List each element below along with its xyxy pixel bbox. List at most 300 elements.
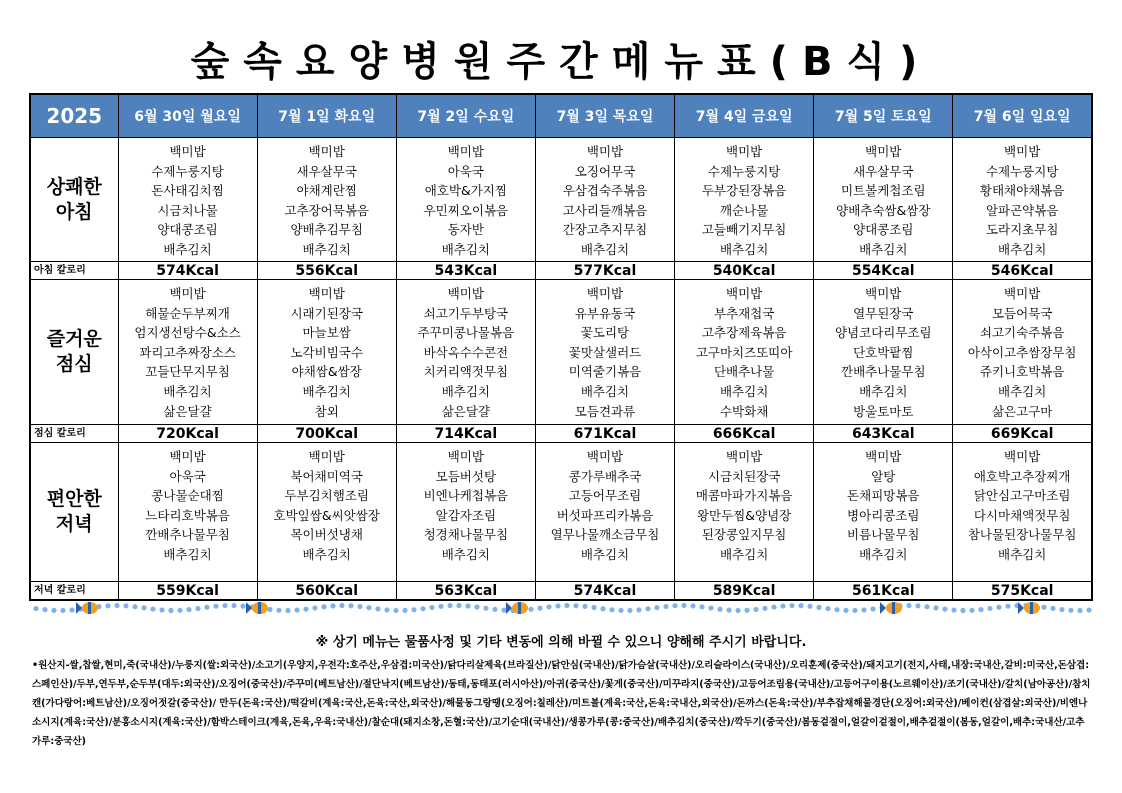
menu-cell	[257, 280, 396, 425]
bubble-dot	[717, 607, 722, 612]
bubble-dot	[771, 604, 776, 609]
menu-item: 모듬어묵국	[991, 305, 1053, 321]
menu-item: 참나물된장나물무침	[967, 527, 1077, 543]
fish-icon	[506, 602, 528, 614]
menu-item: 고등어무조림	[568, 488, 642, 504]
bubble-dot	[618, 608, 623, 613]
kcal-value: 574Kcal	[118, 262, 257, 280]
bubble-dot	[501, 608, 506, 613]
menu-item: 버섯파프리카볶음	[556, 507, 654, 523]
menu-item: 엄지생선탕수&소스	[134, 325, 241, 341]
menu-item: 백미밥	[726, 144, 763, 159]
menu-item: 배추김치	[580, 546, 630, 562]
bubble-dot	[240, 604, 245, 609]
menu-item: 오징어무국	[574, 163, 636, 179]
bubble-dot	[114, 603, 119, 608]
notice-text: ※ 상기 메뉴는 물품사정 및 기타 변동에 의해 바뀔 수 있으니 양해해 주시기 바랍니다.	[315, 635, 807, 650]
bubble-dot	[726, 608, 731, 613]
menu-item: 단호박팥찜	[853, 344, 914, 360]
menu-item: 배추김치	[859, 383, 908, 399]
menu-item: 아삭이고추쌈장무침	[967, 344, 1077, 360]
menu-item: 미트볼케첩조림	[841, 183, 926, 199]
menu-item: 배추김치	[580, 241, 630, 257]
kcal-value: 669Kcal	[953, 425, 1092, 443]
bubble-dot	[276, 608, 281, 613]
menu-cell	[675, 443, 814, 582]
bubble-dot	[1041, 605, 1046, 610]
bubble-dot	[222, 603, 227, 608]
menu-item: 쥬키니호박볶음	[979, 364, 1065, 380]
decorative-dots-border	[32, 598, 1092, 618]
menu-item: 수제누룽지탕	[151, 163, 224, 179]
menu-item: 꼬들단무지무침	[145, 364, 230, 380]
menu-item: 해물순두부찌개	[145, 305, 230, 321]
bubble-dot	[987, 606, 992, 611]
lunch-kcal-row	[30, 425, 1092, 443]
bubble-dot	[141, 605, 146, 610]
menu-item: 배추김치	[163, 383, 212, 399]
day-header: 7월 6일 일요일	[953, 94, 1092, 138]
bubble-dot	[456, 603, 461, 608]
menu-item: 시래기된장국	[290, 305, 363, 321]
menu-item: 백미밥	[1004, 286, 1041, 301]
menu-item: 우삼겹숙주볶음	[562, 183, 648, 199]
kcal-value: 559Kcal	[118, 582, 257, 601]
bubble-dot	[528, 607, 533, 612]
bubble-dot	[906, 603, 911, 608]
menu-item: 돈사태김치찜	[151, 183, 224, 199]
day-header: 7월 4일 금요일	[675, 94, 814, 138]
menu-cell	[118, 138, 257, 262]
menu-item: 삶은달걀	[441, 403, 490, 419]
bubble-dot	[213, 604, 218, 609]
menu-item: 백미밥	[1004, 449, 1041, 464]
menu-item: 방울토마토	[853, 403, 914, 419]
meal-label: 편안한 저녁	[30, 443, 118, 582]
menu-item: 닭안심고구마조림	[973, 488, 1071, 504]
menu-item: 배추김치	[998, 383, 1047, 399]
bubble-dot	[609, 607, 614, 612]
bubble-dot	[951, 607, 956, 612]
bubble-dot	[564, 603, 569, 608]
menu-item: 도라지초무침	[985, 222, 1059, 238]
menu-item: 배추김치	[163, 546, 212, 562]
bubble-dot	[699, 604, 704, 609]
bubble-dot	[996, 605, 1001, 610]
menu-cell	[257, 138, 396, 262]
bubble-dot	[438, 604, 443, 609]
menu-item: 백미밥	[726, 286, 763, 301]
kcal-label: 아침 칼로리	[30, 262, 118, 280]
day-header: 6월 30일 월요일	[118, 94, 257, 138]
menu-item: 양배추김무침	[290, 222, 363, 238]
bubble-dot	[807, 604, 812, 609]
bubble-dot	[1068, 608, 1073, 613]
day-header: 7월 3일 목요일	[535, 94, 674, 138]
bubble-dot	[816, 605, 821, 610]
bubble-dot	[735, 608, 740, 613]
bubble-dot	[339, 603, 344, 608]
menu-item: 알감자조림	[435, 507, 497, 523]
bubble-dot	[303, 607, 308, 612]
bubble-dot	[555, 603, 560, 608]
bubble-dot	[1005, 604, 1010, 609]
menu-cell	[814, 280, 953, 425]
menu-item: 우민찌오이볶음	[423, 202, 509, 218]
bubble-dot	[654, 605, 659, 610]
kcal-value: 563Kcal	[396, 582, 535, 601]
menu-cell	[953, 280, 1092, 425]
bubble-dot	[357, 604, 362, 609]
menu-item: 고구마치즈또띠아	[695, 344, 793, 360]
menu-item: 목이버섯냉채	[290, 527, 363, 543]
menu-item: 고들빼기지무침	[701, 222, 787, 238]
bubble-dot	[933, 605, 938, 610]
bubble-dot	[825, 606, 830, 611]
kcal-value: 589Kcal	[675, 582, 814, 601]
dinner-row	[30, 443, 1092, 582]
menu-item: 열무나물깨소금무침	[550, 527, 660, 543]
bubble-dot	[420, 606, 425, 611]
menu-item: 애호박고추장찌개	[973, 468, 1071, 484]
menu-item: 배추김치	[859, 241, 908, 257]
kcal-value: 560Kcal	[257, 582, 396, 601]
bubble-dot	[375, 606, 380, 611]
bubble-dot	[708, 605, 713, 610]
bubble-dot	[627, 608, 632, 613]
menu-cell	[257, 443, 396, 582]
bubble-dot	[960, 608, 965, 613]
menu-cell	[396, 280, 535, 425]
menu-item: 다시마채액젓무침	[973, 507, 1071, 523]
menu-item: 배추김치	[441, 546, 490, 562]
bubble-dot	[762, 606, 767, 611]
kcal-label: 저녁 칼로리	[30, 582, 118, 601]
bubble-dot	[672, 603, 677, 608]
menu-item: 배추김치	[302, 383, 351, 399]
bubble-dot	[645, 606, 650, 611]
menu-item: 왕만두찜&양념장	[696, 507, 792, 523]
menu-item: 야채쌈&쌈장	[291, 364, 362, 380]
menu-item: 배추김치	[719, 546, 769, 562]
bubble-dot	[267, 607, 272, 612]
menu-item: 미역줄기볶음	[568, 364, 642, 380]
bubble-dot	[393, 608, 398, 613]
day-header: 7월 2일 수요일	[396, 94, 535, 138]
menu-cell	[396, 138, 535, 262]
meal-label: 상쾌한 아침	[30, 138, 118, 262]
menu-cell	[535, 280, 674, 425]
menu-item: 배추김치	[719, 241, 769, 257]
bubble-dot	[159, 607, 164, 612]
menu-item: 삶은고구마	[991, 403, 1053, 419]
bubble-dot	[312, 605, 317, 610]
bubble-dot	[429, 605, 434, 610]
bubble-dot	[852, 608, 857, 613]
bubble-dot	[789, 603, 794, 608]
menu-item: 매콤마파가지볶음	[695, 488, 793, 504]
fish-icon	[76, 602, 98, 614]
menu-cell	[396, 443, 535, 582]
menu-item: 수제누룽지탕	[985, 163, 1059, 179]
page-title: 숲속요양병원주간메뉴표(B식)	[190, 39, 932, 85]
menu-item: 유부유동국	[574, 305, 636, 321]
kcal-label: 점심 칼로리	[30, 425, 118, 443]
bubble-dot	[150, 606, 155, 611]
menu-item: 백미밥	[308, 449, 345, 464]
bubble-dot	[204, 605, 209, 610]
bubble-dot	[591, 605, 596, 610]
bubble-dot	[168, 608, 173, 613]
bubble-dot	[51, 608, 56, 613]
menu-item: 알파곤약볶음	[985, 202, 1059, 218]
menu-item: 애호박&가지찜	[424, 183, 507, 199]
menu-item: 백미밥	[447, 286, 484, 301]
kcal-value: 543Kcal	[396, 262, 535, 280]
menu-item: 백미밥	[586, 286, 624, 301]
bubble-dot	[42, 607, 47, 612]
kcal-value: 666Kcal	[675, 425, 814, 443]
bubble-dot	[843, 608, 848, 613]
kcal-value: 643Kcal	[814, 425, 953, 443]
bubble-dot	[474, 604, 479, 609]
menu-item: 동자반	[447, 222, 484, 238]
bubble-dot	[60, 608, 65, 613]
kcal-value: 540Kcal	[675, 262, 814, 280]
menu-item: 배추김치	[441, 241, 490, 257]
bubble-dot	[294, 607, 299, 612]
menu-item: 비엔나케첩볶음	[423, 488, 509, 504]
kcal-value: 546Kcal	[953, 262, 1092, 280]
menu-item: 비름나물무침	[847, 527, 920, 543]
bubble-dot	[744, 608, 749, 613]
menu-item: 백미밥	[169, 286, 206, 301]
menu-item: 고사리들깨볶음	[562, 202, 648, 218]
bubble-dot	[537, 606, 542, 611]
bubble-dot	[285, 608, 290, 613]
menu-item: 백미밥	[169, 144, 206, 159]
menu-item: 모듬버섯탕	[435, 468, 497, 484]
menu-item: 두부김치햄조림	[284, 488, 369, 504]
menu-item: 돈채피망볶음	[847, 488, 920, 504]
menu-item: 깨순나물	[719, 202, 769, 218]
bubble-dot	[447, 603, 452, 608]
bubble-dot	[465, 603, 470, 608]
bubble-dot	[924, 604, 929, 609]
menu-item: 백미밥	[586, 449, 624, 464]
weekly-menu-table	[29, 93, 1093, 601]
bubble-dot	[366, 605, 371, 610]
bubble-dot	[969, 608, 974, 613]
menu-item: 백미밥	[308, 286, 345, 301]
bubble-dot	[978, 607, 983, 612]
year-cell: 2025	[30, 94, 118, 138]
menu-item: 쇠고기두부탕국	[423, 305, 509, 321]
menu-item: 바삭옥수수콘전	[423, 344, 509, 360]
menu-item: 배추김치	[859, 546, 908, 562]
menu-item: 참외	[314, 403, 339, 419]
menu-cell	[535, 443, 674, 582]
menu-item: 양배추숙쌈&쌈장	[836, 202, 931, 218]
menu-item: 열무된장국	[853, 305, 914, 321]
menu-item: 배추김치	[998, 546, 1047, 562]
header-row	[30, 94, 1092, 138]
bubble-dot	[1050, 606, 1055, 611]
bubble-dot	[780, 603, 785, 608]
bubble-dot	[753, 607, 758, 612]
menu-item: 배추김치	[580, 383, 630, 399]
menu-item: 주꾸미콩나물볶음	[417, 325, 515, 341]
menu-cell	[118, 280, 257, 425]
menu-item: 콩나물순대찜	[151, 488, 224, 504]
menu-item: 부추재첩국	[713, 305, 775, 321]
menu-cell	[953, 443, 1092, 582]
menu-item: 치커리액젓무침	[423, 364, 509, 380]
menu-item: 배추김치	[719, 383, 769, 399]
bubble-dot	[573, 603, 578, 608]
bubble-dot	[231, 603, 236, 608]
menu-item: 호박잎쌈&씨앗쌈장	[273, 507, 380, 523]
menu-item: 꽃도리탕	[580, 325, 630, 341]
menu-item: 백미밥	[865, 286, 902, 301]
fish-icon	[1018, 602, 1040, 614]
menu-item: 백미밥	[726, 449, 763, 464]
menu-item: 배추김치	[998, 241, 1047, 257]
menu-item: 단배추나물	[713, 364, 775, 380]
bubble-dot	[132, 604, 137, 609]
menu-item: 백미밥	[865, 144, 902, 159]
day-header: 7월 5일 토요일	[814, 94, 953, 138]
menu-item: 깐배추나물무침	[145, 527, 230, 543]
kcal-value: 561Kcal	[814, 582, 953, 601]
origin-info: •원산지-쌀,찹쌀,현미,죽(국내산)/누룽지(쌀:외국산)/소고기(우양지,우전각:호주산,우삼겹:미국산)/닭다리살제육(브라질산)/닭안심(국내산)/닭가슴살(국내산)/오리슬라이스(국내산)/오리훈제(중국산)/돼지고기(전지,사태,내장:국내산,갈비:미국산,돈삼겹:스페인산)/두부,연두부,순두부(대두:외국산)/오징어(중국산)/주꾸미(베트남산)/절단낙지(베트남산)/동태,동태포(러시아산)/아귀(중국산)/꽃게(중국산)/미꾸라지(중국산)/고등어조림용(국내산)/고등어구이용(노르웨이산)/조기(국내산)/갈치(남아공산)/참치캔(가다랑어:베트남산)/오징어젓갈(중국산)/ 만두(돈육:국산)/떡갈비(계육:국산,돈육:국산,외국산)/해물동그랑땡(오징어:칠레산)/미트볼(계육:국산,돈육:국내산,외국산)/돈까스(돈육:국산)/부추잡채해물경단(오징어:외국산)/베이컨(삼겹살:외국산)/비엔나소시지(계육:국산)/분홍소시지(계육:국산)/함박스테이크(계육,돈육,우육:국내산)/찰순대(돼지소창,돈혈:국산)/고기순대(국내산)/생콩가루(콩:중국산)/배추김치(중국산)/깍두기(중국산)/봄동겉절이,얼갈이겉절이,배추겉절이(봄동,얼갈이,배추:국내산/고추가루:중국산)	[32, 660, 1091, 747]
menu-cell	[814, 443, 953, 582]
menu-item: 아욱국	[169, 468, 206, 484]
bubble-dot	[33, 606, 38, 611]
menu-item: 백미밥	[586, 144, 624, 159]
menu-cell	[953, 138, 1092, 262]
kcal-value: 700Kcal	[257, 425, 396, 443]
menu-item: 느타리호박볶음	[145, 507, 230, 523]
bubble-dot	[411, 607, 416, 612]
bubble-dot	[600, 606, 605, 611]
bubble-dot	[870, 606, 875, 611]
menu-item: 병아리콩조림	[847, 507, 920, 523]
menu-item: 고추장어묵볶음	[284, 202, 369, 218]
menu-item: 배추김치	[302, 546, 351, 562]
menu-item: 노각비빔국수	[290, 344, 363, 360]
menu-item: 두부강된장볶음	[701, 183, 787, 199]
menu-item: 쇠고기숙주볶음	[979, 325, 1065, 341]
kcal-value: 577Kcal	[535, 262, 674, 280]
bubble-dot	[123, 603, 128, 608]
bubble-dot	[546, 604, 551, 609]
menu-item: 시금치된장국	[707, 468, 781, 484]
bubble-dot	[177, 608, 182, 613]
menu-item: 간장고추지무침	[562, 222, 648, 238]
bubble-dot	[690, 603, 695, 608]
fish-icon	[246, 602, 268, 614]
menu-cell	[675, 138, 814, 262]
bubble-dot	[384, 607, 389, 612]
breakfast-row	[30, 138, 1092, 262]
bubble-dot	[582, 604, 587, 609]
menu-item: 배추김치	[441, 383, 490, 399]
fish-icon	[880, 602, 902, 614]
bubble-dot	[492, 607, 497, 612]
menu-item: 새우살무국	[853, 163, 914, 179]
menu-item: 시금치나물	[157, 202, 218, 218]
bubble-dot	[105, 603, 110, 608]
menu-cell	[675, 280, 814, 425]
menu-item: 고추장제육볶음	[701, 325, 787, 341]
menu-item: 마늘보쌈	[302, 325, 351, 341]
menu-item: 꽈리고추짜장소스	[139, 344, 236, 360]
bubble-dot	[834, 607, 839, 612]
menu-item: 백미밥	[308, 144, 345, 159]
menu-item: 양념코다리무조림	[834, 325, 932, 341]
kcal-value: 575Kcal	[953, 582, 1092, 601]
menu-item: 꽃맛살샐러드	[568, 344, 642, 360]
menu-item: 야채계란찜	[296, 183, 357, 199]
menu-item: 양대콩조림	[853, 222, 914, 238]
menu-item: 새우살무국	[296, 163, 357, 179]
bubble-dot	[483, 606, 488, 611]
menu-item: 북어채미역국	[290, 468, 363, 484]
menu-item: 배추김치	[302, 241, 351, 257]
menu-item: 수제누룽지탕	[707, 163, 781, 179]
menu-item: 알탕	[871, 468, 896, 484]
menu-item: 백미밥	[169, 449, 206, 464]
menu-item: 콩가루배추국	[568, 468, 642, 484]
bubble-dot	[1086, 607, 1091, 612]
bubble-dot	[861, 607, 866, 612]
bubble-dot	[402, 608, 407, 613]
breakfast-kcal-row	[30, 262, 1092, 280]
bubble-dot	[681, 603, 686, 608]
bubble-dot	[942, 607, 947, 612]
kcal-value: 556Kcal	[257, 262, 396, 280]
bubble-dot	[663, 604, 668, 609]
menu-item: 백미밥	[447, 144, 484, 159]
bubble-dot	[1077, 608, 1082, 613]
bubble-dot	[69, 607, 74, 612]
menu-item: 된장콩잎지무침	[701, 527, 787, 543]
menu-item: 백미밥	[865, 449, 902, 464]
kcal-value: 671Kcal	[535, 425, 674, 443]
menu-item: 백미밥	[447, 449, 484, 464]
kcal-value: 714Kcal	[396, 425, 535, 443]
kcal-value: 720Kcal	[118, 425, 257, 443]
menu-cell	[118, 443, 257, 582]
bubble-dot	[321, 604, 326, 609]
menu-cell	[535, 138, 674, 262]
bubble-dot	[915, 603, 920, 608]
bubble-dot	[330, 603, 335, 608]
bubble-dot	[1059, 607, 1064, 612]
bubble-dot	[636, 607, 641, 612]
menu-item: 백미밥	[1004, 144, 1041, 159]
kcal-value: 574Kcal	[535, 582, 674, 601]
bubble-dot	[348, 603, 353, 608]
menu-item: 황태채야채볶음	[979, 183, 1065, 199]
menu-item: 배추김치	[163, 241, 212, 257]
bubble-dot	[798, 603, 803, 608]
menu-item: 아욱국	[447, 163, 484, 179]
menu-item: 모듬견과류	[574, 403, 636, 419]
lunch-row	[30, 280, 1092, 425]
day-header: 7월 1일 화요일	[257, 94, 396, 138]
